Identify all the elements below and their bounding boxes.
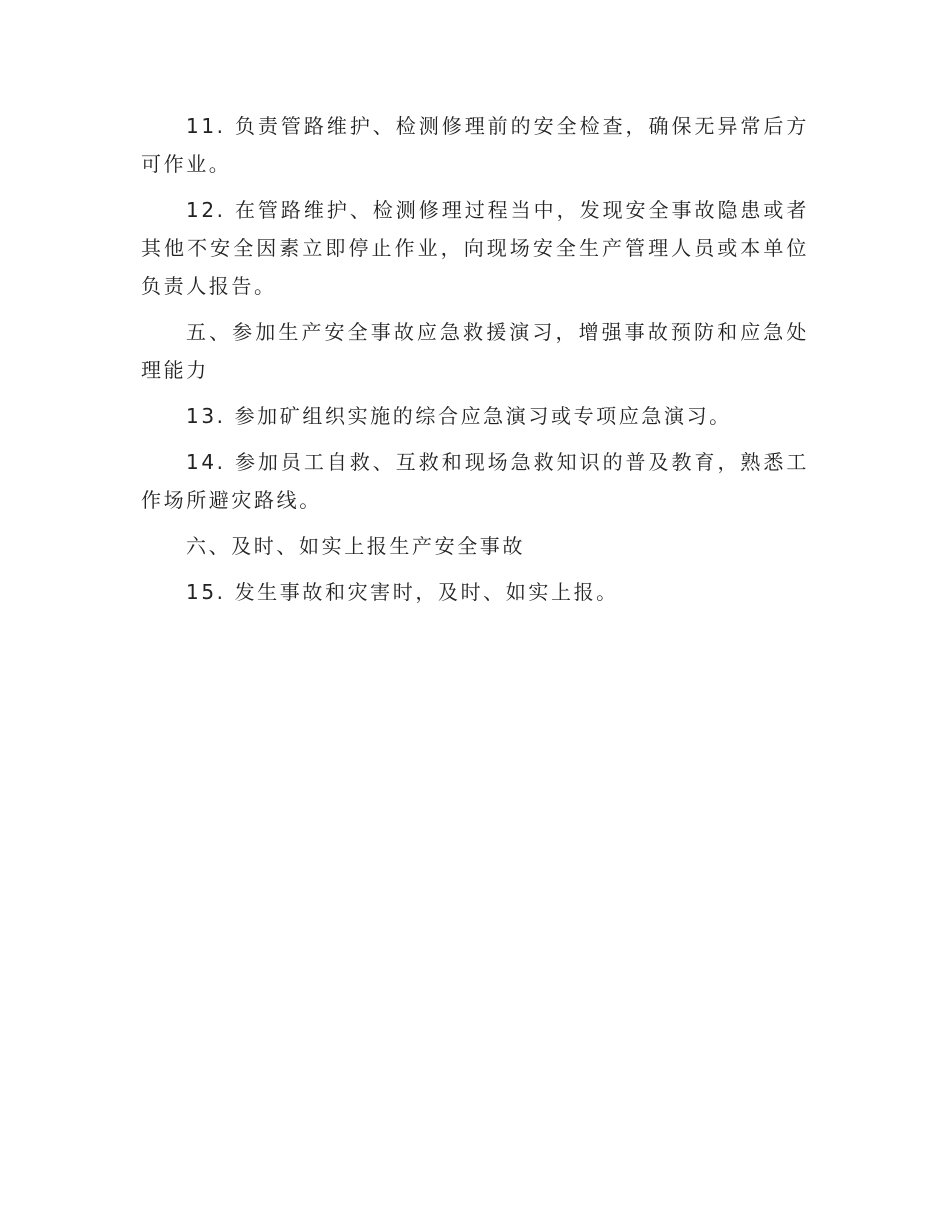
paragraph-item-15: 15. 发生事故和灾害时，及时、如实上报。 (186, 580, 619, 604)
paragraph-item-11: 11. 负责管路维护、检测修理前的安全检查，确保无异常后方可作业。 (141, 114, 809, 176)
paragraph-item-12: 12. 在管路维护、检测修理过程当中，发现安全事故隐患或者其他不安全因素立即停止作业，向现场安全生产管理人员或本单位负责人报告。 (141, 198, 809, 298)
paragraph-item-14: 14. 参加员工自救、互救和现场急救知识的普及教育，熟悉工作场所避灾路线。 (141, 450, 809, 512)
document-body (141, 107, 809, 619)
section-heading-5: 五、参加生产安全事故应急救援演习，增强事故预防和应急处理能力 (141, 320, 809, 382)
section-heading-6: 六、及时、如实上报生产安全事故 (186, 534, 525, 558)
paragraph-item-13: 13. 参加矿组织实施的综合应急演习或专项应急演习。 (186, 404, 732, 428)
